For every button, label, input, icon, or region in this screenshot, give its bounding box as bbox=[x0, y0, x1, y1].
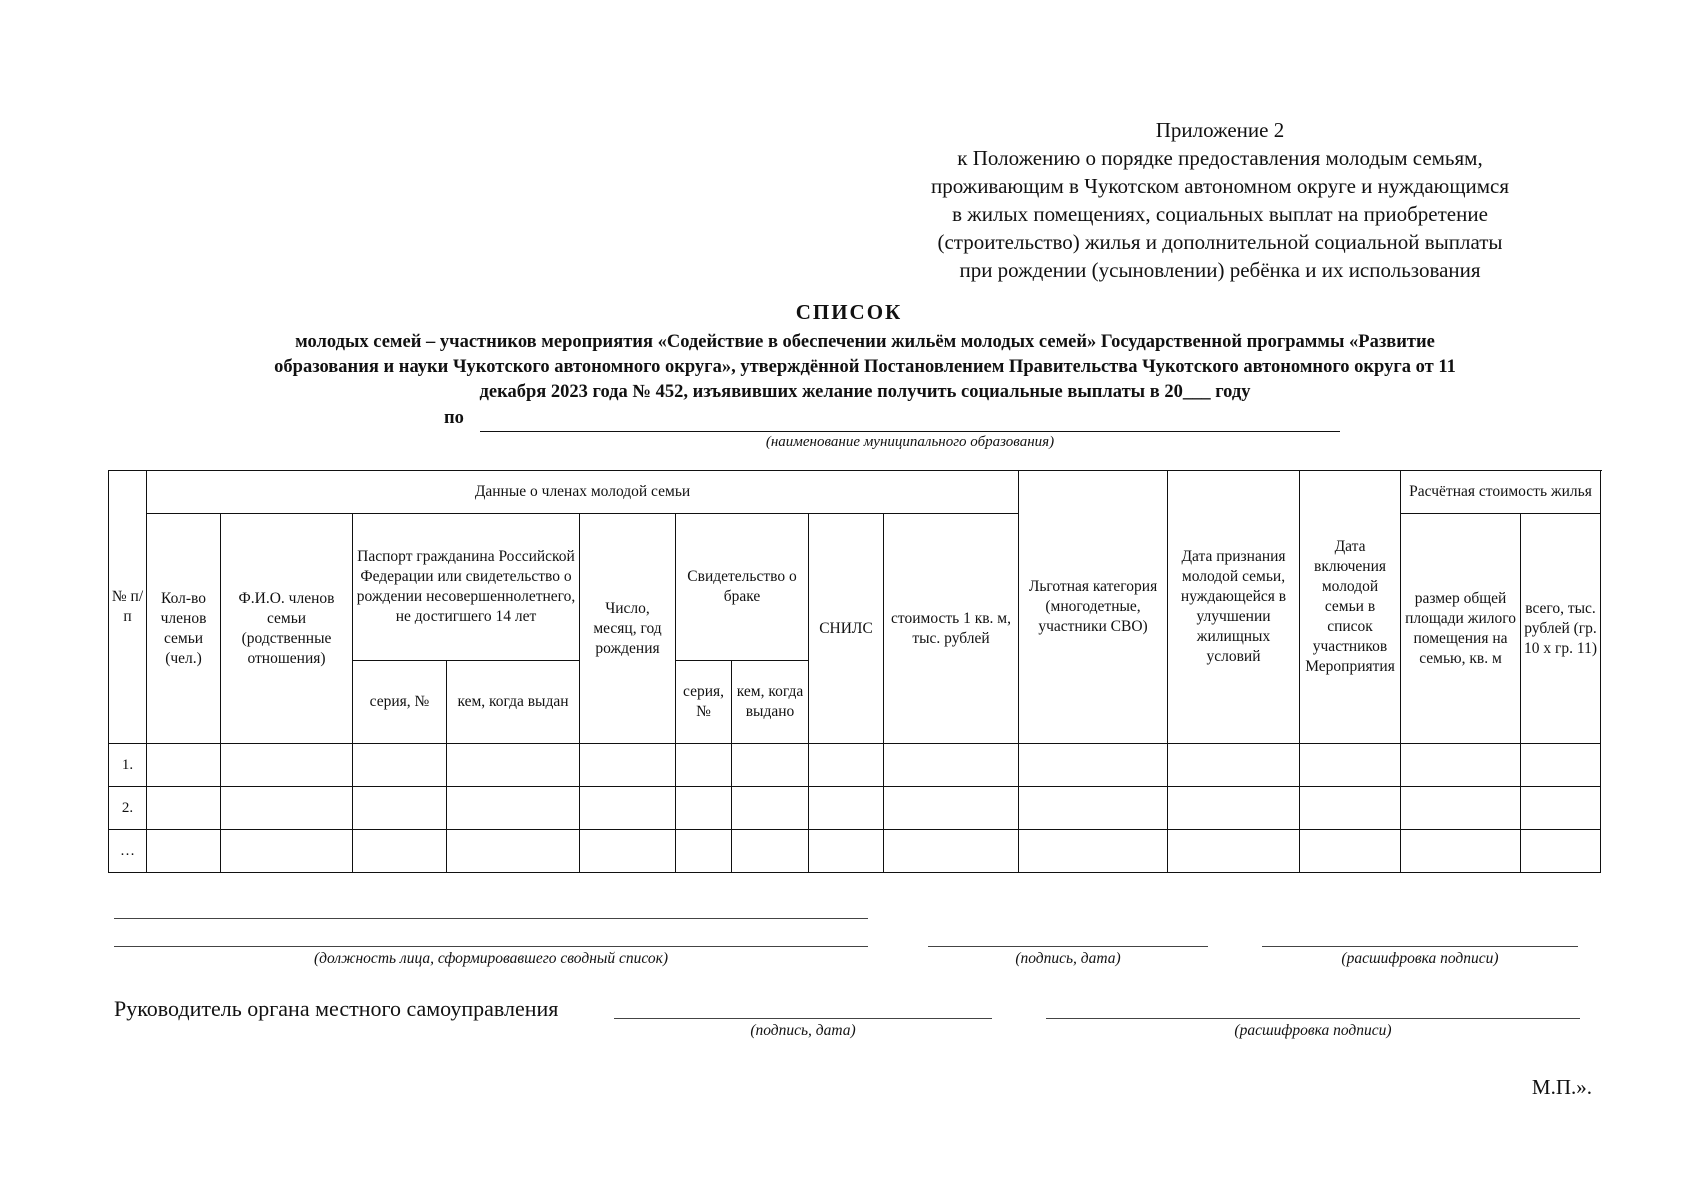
header-count: Кол-во членов семьи (чел.) bbox=[147, 514, 221, 744]
position-line-2 bbox=[114, 946, 868, 947]
document-subtitle bbox=[130, 330, 1600, 405]
header-birth: Число, месяц, год рождения bbox=[580, 514, 676, 744]
header-marriage-group: Свидетельство о браке bbox=[676, 514, 809, 661]
header-cost-total: всего, тыс. рублей (гр. 10 x гр. 11) bbox=[1521, 514, 1601, 744]
signature-line bbox=[928, 946, 1208, 947]
appendix-header bbox=[880, 116, 1560, 284]
head-decode-caption: (расшифровка подписи) bbox=[1234, 1022, 1392, 1039]
subtitle-line: молодых семей – участников мероприятия «Содействие в обеспечении жильём молодых семей» Государственной программы «Развитие bbox=[295, 332, 1435, 352]
appendix-line: (строительство) жилья и дополнительной социальной выплаты bbox=[937, 230, 1503, 254]
subtitle-line: образования и науки Чукотского автономного округа», утверждённой Постановлением Правительства Чукотского автономного округа от 11 bbox=[274, 357, 1456, 377]
po-label: по bbox=[444, 408, 464, 428]
table-row bbox=[109, 830, 1601, 873]
signature-caption: (подпись, дата) bbox=[1015, 950, 1121, 967]
header-family-group: Данные о членах молодой семьи bbox=[147, 471, 1019, 514]
appendix-line: Приложение 2 bbox=[1155, 118, 1285, 142]
header-num: № п/п bbox=[109, 471, 147, 744]
header-date-recognition: Дата признания молодой семьи, нуждающейся в улучшении жилищных условий bbox=[1168, 471, 1300, 744]
head-decode-line bbox=[1046, 1018, 1580, 1019]
municipality-line bbox=[480, 431, 1340, 432]
families-table bbox=[108, 470, 1601, 873]
row-number: … bbox=[109, 830, 147, 873]
header-cost-area: размер общей площади жилого помещения на семью, кв. м bbox=[1401, 514, 1521, 744]
head-signature-caption: (подпись, дата) bbox=[750, 1022, 856, 1039]
header-marriage-series: серия, № bbox=[676, 661, 732, 744]
table-row bbox=[109, 787, 1601, 830]
head-signature-line bbox=[614, 1018, 992, 1019]
decode-caption: (расшифровка подписи) bbox=[1341, 950, 1499, 967]
appendix-line: проживающим в Чукотском автономном округе и нуждающимся bbox=[930, 174, 1510, 198]
document-title: СПИСОК bbox=[795, 300, 903, 324]
header-cost-group: Расчётная стоимость жилья bbox=[1401, 471, 1601, 514]
appendix-line: к Положению о порядке предоставления молодым семьям, bbox=[957, 146, 1483, 170]
header-snils: СНИЛС bbox=[809, 514, 884, 744]
row-number: 2. bbox=[109, 787, 147, 830]
header-passport-series: серия, № bbox=[353, 661, 447, 744]
header-category: Льготная категория (многодетные, участники СВО) bbox=[1019, 471, 1168, 744]
appendix-line: при рождении (усыновлении) ребёнка и их использования bbox=[959, 258, 1481, 282]
stamp-place-label: М.П.». bbox=[1531, 1075, 1592, 1099]
header-passport-group: Паспорт гражданина Российской Федерации или свидетельство о рождении несовершеннолетнего, не достигшего 14 лет bbox=[353, 514, 580, 661]
table-row bbox=[109, 744, 1601, 787]
decode-line bbox=[1262, 946, 1578, 947]
head-label: Руководитель органа местного самоуправления bbox=[114, 996, 559, 1021]
header-passport-issued: кем, когда выдан bbox=[447, 661, 580, 744]
header-marriage-issued: кем, когда выдано bbox=[732, 661, 809, 744]
position-line-1 bbox=[114, 918, 868, 919]
position-caption: (должность лица, сформировавшего сводный список) bbox=[313, 950, 669, 967]
header-date-inclusion: Дата включения молодой семьи в список участников Мероприятия bbox=[1300, 471, 1401, 744]
row-number: 1. bbox=[109, 744, 147, 787]
appendix-line: в жилых помещениях, социальных выплат на приобретение bbox=[952, 202, 1488, 226]
header-cost-sqm: стоимость 1 кв. м, тыс. рублей bbox=[884, 514, 1019, 744]
header-fio: Ф.И.О. членов семьи (родственные отношения) bbox=[221, 514, 353, 744]
municipality-caption: (наименование муниципального образования) bbox=[765, 434, 1055, 450]
subtitle-line: декабря 2023 года № 452, изъявивших желание получить социальные выплаты в 20___ году bbox=[479, 382, 1251, 402]
